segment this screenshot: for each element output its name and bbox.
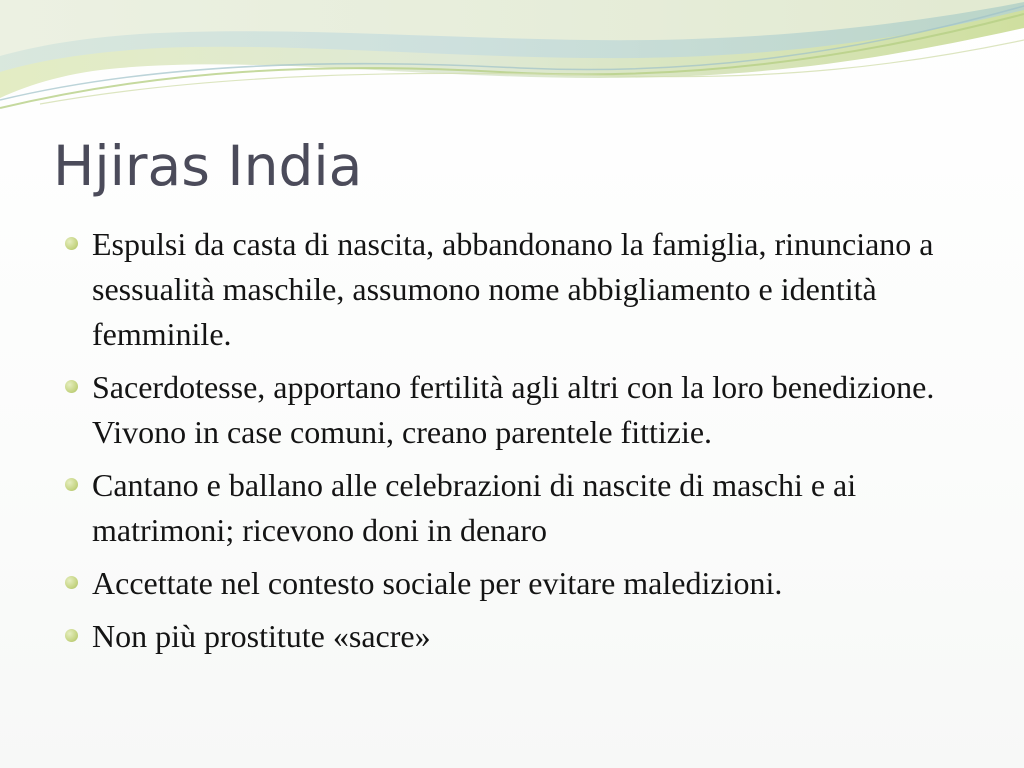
bullet-text: Sacerdotesse, apportano fertilità agli altri con la loro benedizione. Vivono in case comuni, creano parentele fittizie. (92, 369, 935, 450)
bullet-dot-icon (65, 237, 78, 250)
bullet-dot-icon (65, 380, 78, 393)
bullet-item (60, 222, 990, 357)
bullet-item (60, 463, 990, 553)
bullet-dot-icon (65, 576, 78, 589)
bullet-dot-icon (65, 629, 78, 642)
bullet-text: Non più prostitute «sacre» (92, 618, 431, 654)
bullet-text: Accettate nel contesto sociale per evitare maledizioni. (92, 565, 783, 601)
header-wave-decoration (0, 0, 1024, 120)
bullet-text: Cantano e ballano alle celebrazioni di nascite di maschi e ai matrimoni; ricevono doni in denaro (92, 467, 857, 548)
bullet-item (60, 614, 990, 659)
bullet-item (60, 365, 990, 455)
bullet-item (60, 561, 990, 606)
bullet-dot-icon (65, 478, 78, 491)
bullet-text: Espulsi da casta di nascita, abbandonano la famiglia, rinunciano a sessualità maschile, assumono nome abbigliamento e identità femminile. (92, 226, 934, 352)
bullet-list (60, 222, 990, 667)
slide-title: Hjiras India (53, 134, 363, 198)
